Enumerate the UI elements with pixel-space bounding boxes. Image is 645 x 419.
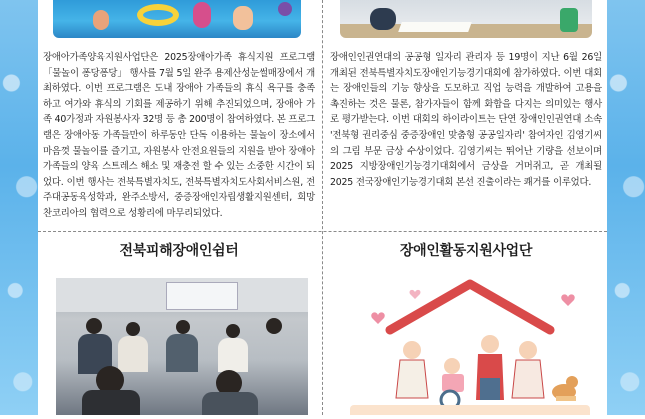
attendee-body	[118, 336, 148, 372]
decorative-frame-left	[0, 0, 38, 415]
attendee-body	[218, 338, 248, 372]
attendee-body	[166, 334, 198, 372]
section-heading-activity-support: 장애인활동지원사업단	[399, 243, 533, 259]
swim-ring-shape	[137, 4, 179, 26]
family-house-illustration	[350, 278, 590, 415]
participant-shape	[370, 8, 396, 30]
attendee-head	[126, 322, 140, 336]
child-figure	[278, 2, 292, 16]
competition-photo	[340, 0, 592, 38]
newsletter-page	[38, 0, 607, 415]
pool-event-photo	[53, 0, 301, 38]
attendee-head	[176, 320, 190, 334]
presentation-screen	[166, 282, 238, 310]
illustration-floor	[350, 405, 590, 415]
paper-shape	[398, 22, 472, 32]
supply-shape	[560, 8, 578, 32]
attendee-head	[226, 324, 240, 338]
attendee-head	[266, 318, 282, 334]
section-heading-shelter: 전북피해장애인쉼터	[119, 243, 239, 259]
attendee-body-front	[82, 390, 140, 415]
pool-event-article: 장애아가족양육지원사업단은 2025장애아가족 휴식지원 프로그램 「물놀이 퐁당퐁당」 행사를 7월 5일 완주 용제산성눈썰매장에서 개최하였다. 이번 프로그램은 도내 장애아 가족들의 휴식 욕구를 충족하고 여가와 휴식의 기회를 제공하기 위해 추진되었으며, 장애아 가족 40가정과 자원봉사자 32명 등 총 200명이 참여하였다. 본 프로그램은 장애아동 가족들만이 하루동안 단독 이용하는 물놀이 장소에서 마음껏 물놀이를 즐기고, 자원봉사 안전요원들의 지원을 받아 장애아 가족들의 양육 스트레스 해소 및 재충전 할 수 있는 소중한 시간이 되었다. 이번 행사는 전북특별자치도, 전북특별자치도사회서비스원, 전주대공동육성학과, 완주소방서, 중증장애인자립생활지원센터, 희망찬코리아의 협력으로 성황리에 마무리되었다.	[43, 52, 315, 219]
conference-photo	[56, 278, 308, 415]
child-figure	[93, 10, 109, 30]
attendee-body-front	[202, 392, 258, 415]
attendee-head	[86, 318, 102, 334]
child-figure	[193, 2, 211, 28]
house-family-svg	[350, 278, 590, 415]
child-figure	[233, 6, 253, 30]
section-divider	[38, 231, 607, 232]
decorative-frame-right	[607, 0, 645, 415]
competition-article: 장애인인권연대의 공공형 일자리 관리자 등 19명이 지난 6월 26일 개최된 전북특별자치도장애인기능경기대회에 참가하였다. 이번 대회는 장애인들의 기능 향상을 도모하고 직업 능력을 개발하여 고용을 촉진하는 것은 물론, 참가자들이 함께 화합을 다지는 의미있는 행사로 평가받는다. 이번 대회의 하이라이트는 단연 장애인인권연대 소속 '전북형 권리중심 중증장애인 맞춤형 공공일자리' 참여자인 김영기씨의 그림 부문 금상 수상이었다. 김영기씨는 뛰어난 기량을 선보이며 2025 지방장애인기능경기대회에서 금상을 거머쥐고, 곧 개최될 2025 전국장애인기능경기대회 본선 진출이라는 쾌거를 이루었다.	[330, 52, 602, 188]
column-divider	[322, 0, 323, 415]
